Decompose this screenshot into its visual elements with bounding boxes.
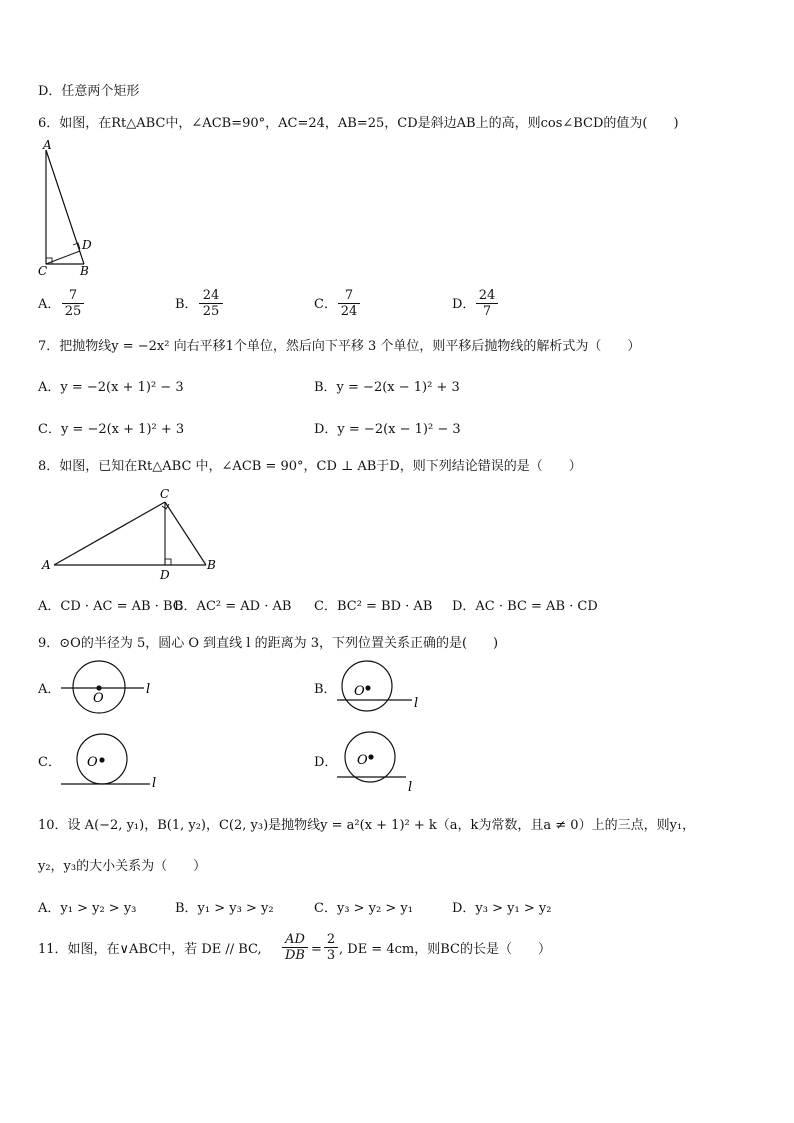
- q6-triangle-figure: [36, 138, 98, 280]
- q9-c-line-label: l: [152, 776, 157, 791]
- q9-option-c-prefix[interactable]: C．: [38, 755, 61, 770]
- q8-label-d: D: [160, 568, 170, 582]
- q6-option-b-prefix: B．: [175, 297, 198, 312]
- q9-option-c-figure[interactable]: [60, 733, 164, 791]
- q7-option-c[interactable]: C．y = −2(x + 1)² + 3: [38, 422, 185, 437]
- q9-d-center-label: O: [357, 753, 368, 768]
- q9-d-line-label: l: [408, 780, 413, 795]
- q7-stem: 7．把抛物线y = −2x² 向右平移1个单位，然后向下平移 3 个单位，则平移后抛物线的解析式为（ ）: [38, 339, 641, 354]
- q6-option-d-prefix: D．: [452, 297, 476, 312]
- q6-label-c: C: [38, 264, 48, 278]
- q9-option-a-prefix[interactable]: A．: [38, 682, 61, 697]
- q9-c-center-label: O: [87, 755, 98, 770]
- q7-option-a[interactable]: A．y = −2(x + 1)² − 3: [38, 380, 184, 395]
- q6-option-b-fraction[interactable]: $\frac{24}{25}$: [199, 288, 223, 319]
- q9-option-d-prefix[interactable]: D．: [314, 755, 338, 770]
- q9-stem: 9．⊙O的半径为 5，圆心 O 到直线 l 的距离为 3，下列位置关系正确的是( ): [38, 636, 499, 651]
- q9-option-a-figure[interactable]: [60, 660, 160, 716]
- q6-stem: 6．如图，在Rt△ABC中，∠ACB=90°，AC=24，AB=25，CD是斜边AB上的高，则cos∠BCD的值为( ): [38, 116, 679, 131]
- q6-option-c-fraction[interactable]: $\frac{7}{24}$: [338, 288, 360, 319]
- q6-label-d: D: [82, 238, 92, 252]
- q10-option-c[interactable]: C．y₃ > y₂ > y₁: [314, 901, 413, 916]
- q8-label-b: B: [207, 558, 216, 572]
- q8-option-c[interactable]: C．BC² = BD · AB: [314, 599, 433, 614]
- q9-b-center-label: O: [354, 684, 365, 699]
- q6-option-c-prefix: C．: [314, 297, 337, 312]
- q11-equals: =: [311, 942, 322, 957]
- q8-option-b[interactable]: B．AC² = AD · AB: [174, 599, 292, 614]
- q8-option-d[interactable]: D．AC · BC = AB · CD: [452, 599, 598, 614]
- q9-a-center-label: O: [93, 691, 104, 706]
- q10-stem-line1: 10．设 A(−2, y₁)，B(1, y₂)，C(2, y₃)是抛物线y = a²(x + 1)² + k（a，k为常数，且a ≠ 0）上的三点，则y₁，: [38, 818, 696, 833]
- q11-fraction-ad-db: $\frac{AD}{DB}$: [282, 932, 308, 963]
- q8-option-a[interactable]: A．CD · AC = AB · BC: [38, 599, 183, 614]
- q7-option-b[interactable]: B．y = −2(x − 1)² + 3: [314, 380, 460, 395]
- q10-option-b[interactable]: B．y₁ > y₃ > y₂: [175, 901, 274, 916]
- previous-option-d: D．任意两个矩形: [38, 84, 140, 99]
- q8-triangle-figure: [38, 484, 224, 582]
- q6-option-a-fraction[interactable]: $\frac{7}{25}$: [62, 288, 84, 319]
- q7-option-d[interactable]: D．y = −2(x − 1)² − 3: [314, 422, 461, 437]
- q10-option-a[interactable]: A．y₁ > y₂ > y₃: [38, 901, 137, 916]
- q9-option-b-prefix[interactable]: B．: [314, 682, 337, 697]
- q9-a-line-label: l: [146, 682, 151, 697]
- q9-b-line-label: l: [414, 696, 419, 711]
- q9-option-d-figure[interactable]: [336, 731, 420, 795]
- q8-label-c: C: [160, 487, 170, 501]
- q9-option-b-figure[interactable]: [336, 660, 436, 712]
- q10-option-d[interactable]: D．y₃ > y₁ > y₂: [452, 901, 552, 916]
- q8-label-a: A: [42, 558, 51, 572]
- q10-stem-line2: y₂，y₃的大小关系为（ ）: [38, 859, 207, 874]
- q6-option-d-fraction[interactable]: $\frac{24}{7}$: [476, 288, 498, 319]
- q11-fraction-two-thirds: $\frac{2}{3}$: [324, 932, 338, 963]
- q11-stem-pre: 11．如图，在∨ABC中，若 DE // BC,: [38, 942, 262, 957]
- q11-stem-post: , DE = 4cm，则BC的长是（ ）: [339, 942, 551, 957]
- q6-label-a: A: [43, 138, 52, 152]
- q6-option-a-prefix: A．: [38, 297, 61, 312]
- q8-stem: 8．如图，已知在Rt△ABC 中，∠ACB = 90°，CD ⊥ AB于D，则下列结论错误的是（ ）: [38, 459, 582, 474]
- q6-label-b: B: [80, 264, 89, 278]
